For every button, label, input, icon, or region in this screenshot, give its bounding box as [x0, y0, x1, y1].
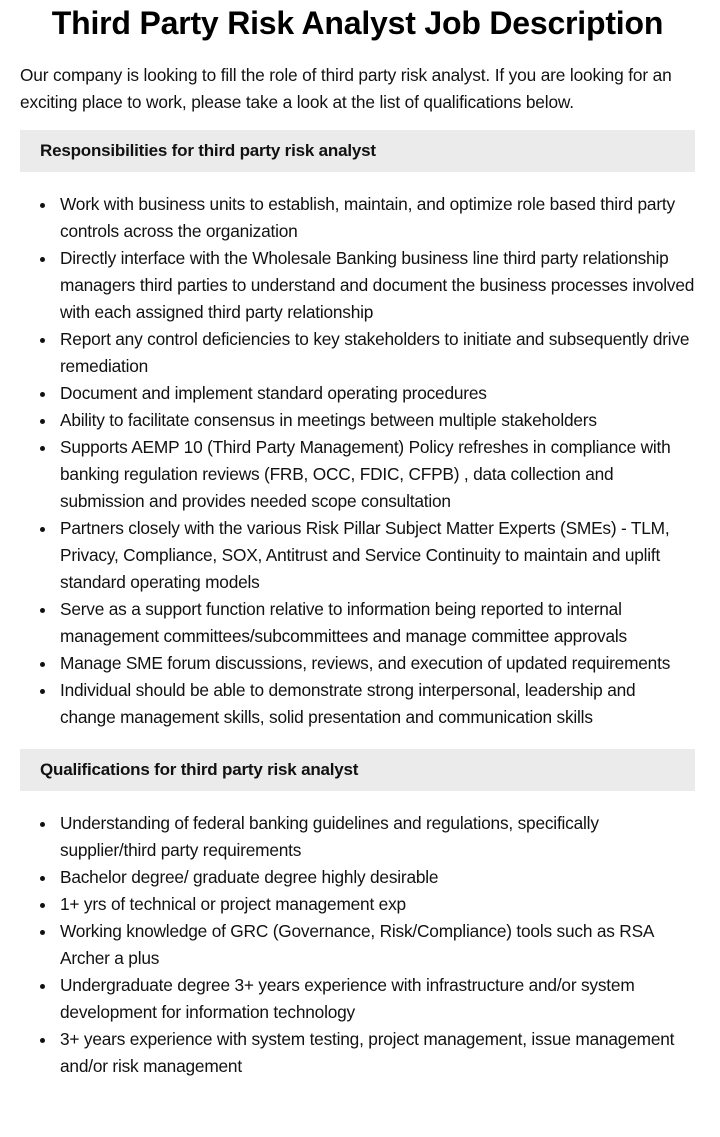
list-item: Supports AEMP 10 (Third Party Management) Policy refreshes in compliance with banking regulation reviews (FRB, OCC, FDIC, CFPB) , data collection and submission and provides needed scope consultation: [60, 434, 695, 515]
list-item: Understanding of federal banking guidelines and regulations, specifically supplier/third party requirements: [60, 810, 695, 864]
bullet-icon: [40, 392, 45, 397]
responsibilities-list: [20, 191, 695, 731]
bullet-icon: [40, 446, 45, 451]
bullet-icon: [40, 527, 45, 532]
bullet-icon: [40, 903, 45, 908]
bullet-icon: [40, 203, 45, 208]
bullet-icon: [40, 419, 45, 424]
list-item: Individual should be able to demonstrate strong interpersonal, leadership and change management skills, solid presentation and communication skills: [60, 677, 695, 731]
list-item: Report any control deficiencies to key stakeholders to initiate and subsequently drive remediation: [60, 326, 695, 380]
list-item: Directly interface with the Wholesale Banking business line third party relationship managers third parties to understand and document the business processes involved with each assigned third party relationship: [60, 245, 695, 326]
qualifications-list: [20, 810, 695, 1080]
list-item: Manage SME forum discussions, reviews, and execution of updated requirements: [60, 650, 695, 677]
list-item: Work with business units to establish, maintain, and optimize role based third party controls across the organization: [60, 191, 695, 245]
list-item: Serve as a support function relative to information being reported to internal management committees/subcommittees and manage committee approvals: [60, 596, 695, 650]
bullet-icon: [40, 930, 45, 935]
list-item: 1+ yrs of technical or project management exp: [60, 891, 695, 918]
responsibilities-heading: Responsibilities for third party risk analyst: [20, 130, 695, 172]
bullet-icon: [40, 984, 45, 989]
bullet-icon: [40, 1038, 45, 1043]
bullet-icon: [40, 608, 45, 613]
bullet-icon: [40, 662, 45, 667]
list-item: Bachelor degree/ graduate degree highly desirable: [60, 864, 695, 891]
page-title: Third Party Risk Analyst Job Description: [51, 5, 664, 41]
list-item: Working knowledge of GRC (Governance, Risk/Compliance) tools such as RSA Archer a plus: [60, 918, 695, 972]
list-item: Document and implement standard operating procedures: [60, 380, 695, 407]
list-item: Ability to facilitate consensus in meetings between multiple stakeholders: [60, 407, 695, 434]
qualifications-heading: Qualifications for third party risk analyst: [20, 749, 695, 791]
list-item: Undergraduate degree 3+ years experience with infrastructure and/or system development for information technology: [60, 972, 695, 1026]
bullet-icon: [40, 338, 45, 343]
bullet-icon: [40, 689, 45, 694]
intro-paragraph: Our company is looking to fill the role of third party risk analyst. If you are looking for an exciting place to work, please take a look at the list of qualifications below.: [20, 65, 672, 112]
list-item: 3+ years experience with system testing, project management, issue management and/or risk management: [60, 1026, 695, 1080]
bullet-icon: [40, 876, 45, 881]
bullet-icon: [40, 822, 45, 827]
list-item: Partners closely with the various Risk Pillar Subject Matter Experts (SMEs) - TLM, Privacy, Compliance, SOX, Antitrust and Service Continuity to maintain and uplift standard operating models: [60, 515, 695, 596]
bullet-icon: [40, 257, 45, 262]
